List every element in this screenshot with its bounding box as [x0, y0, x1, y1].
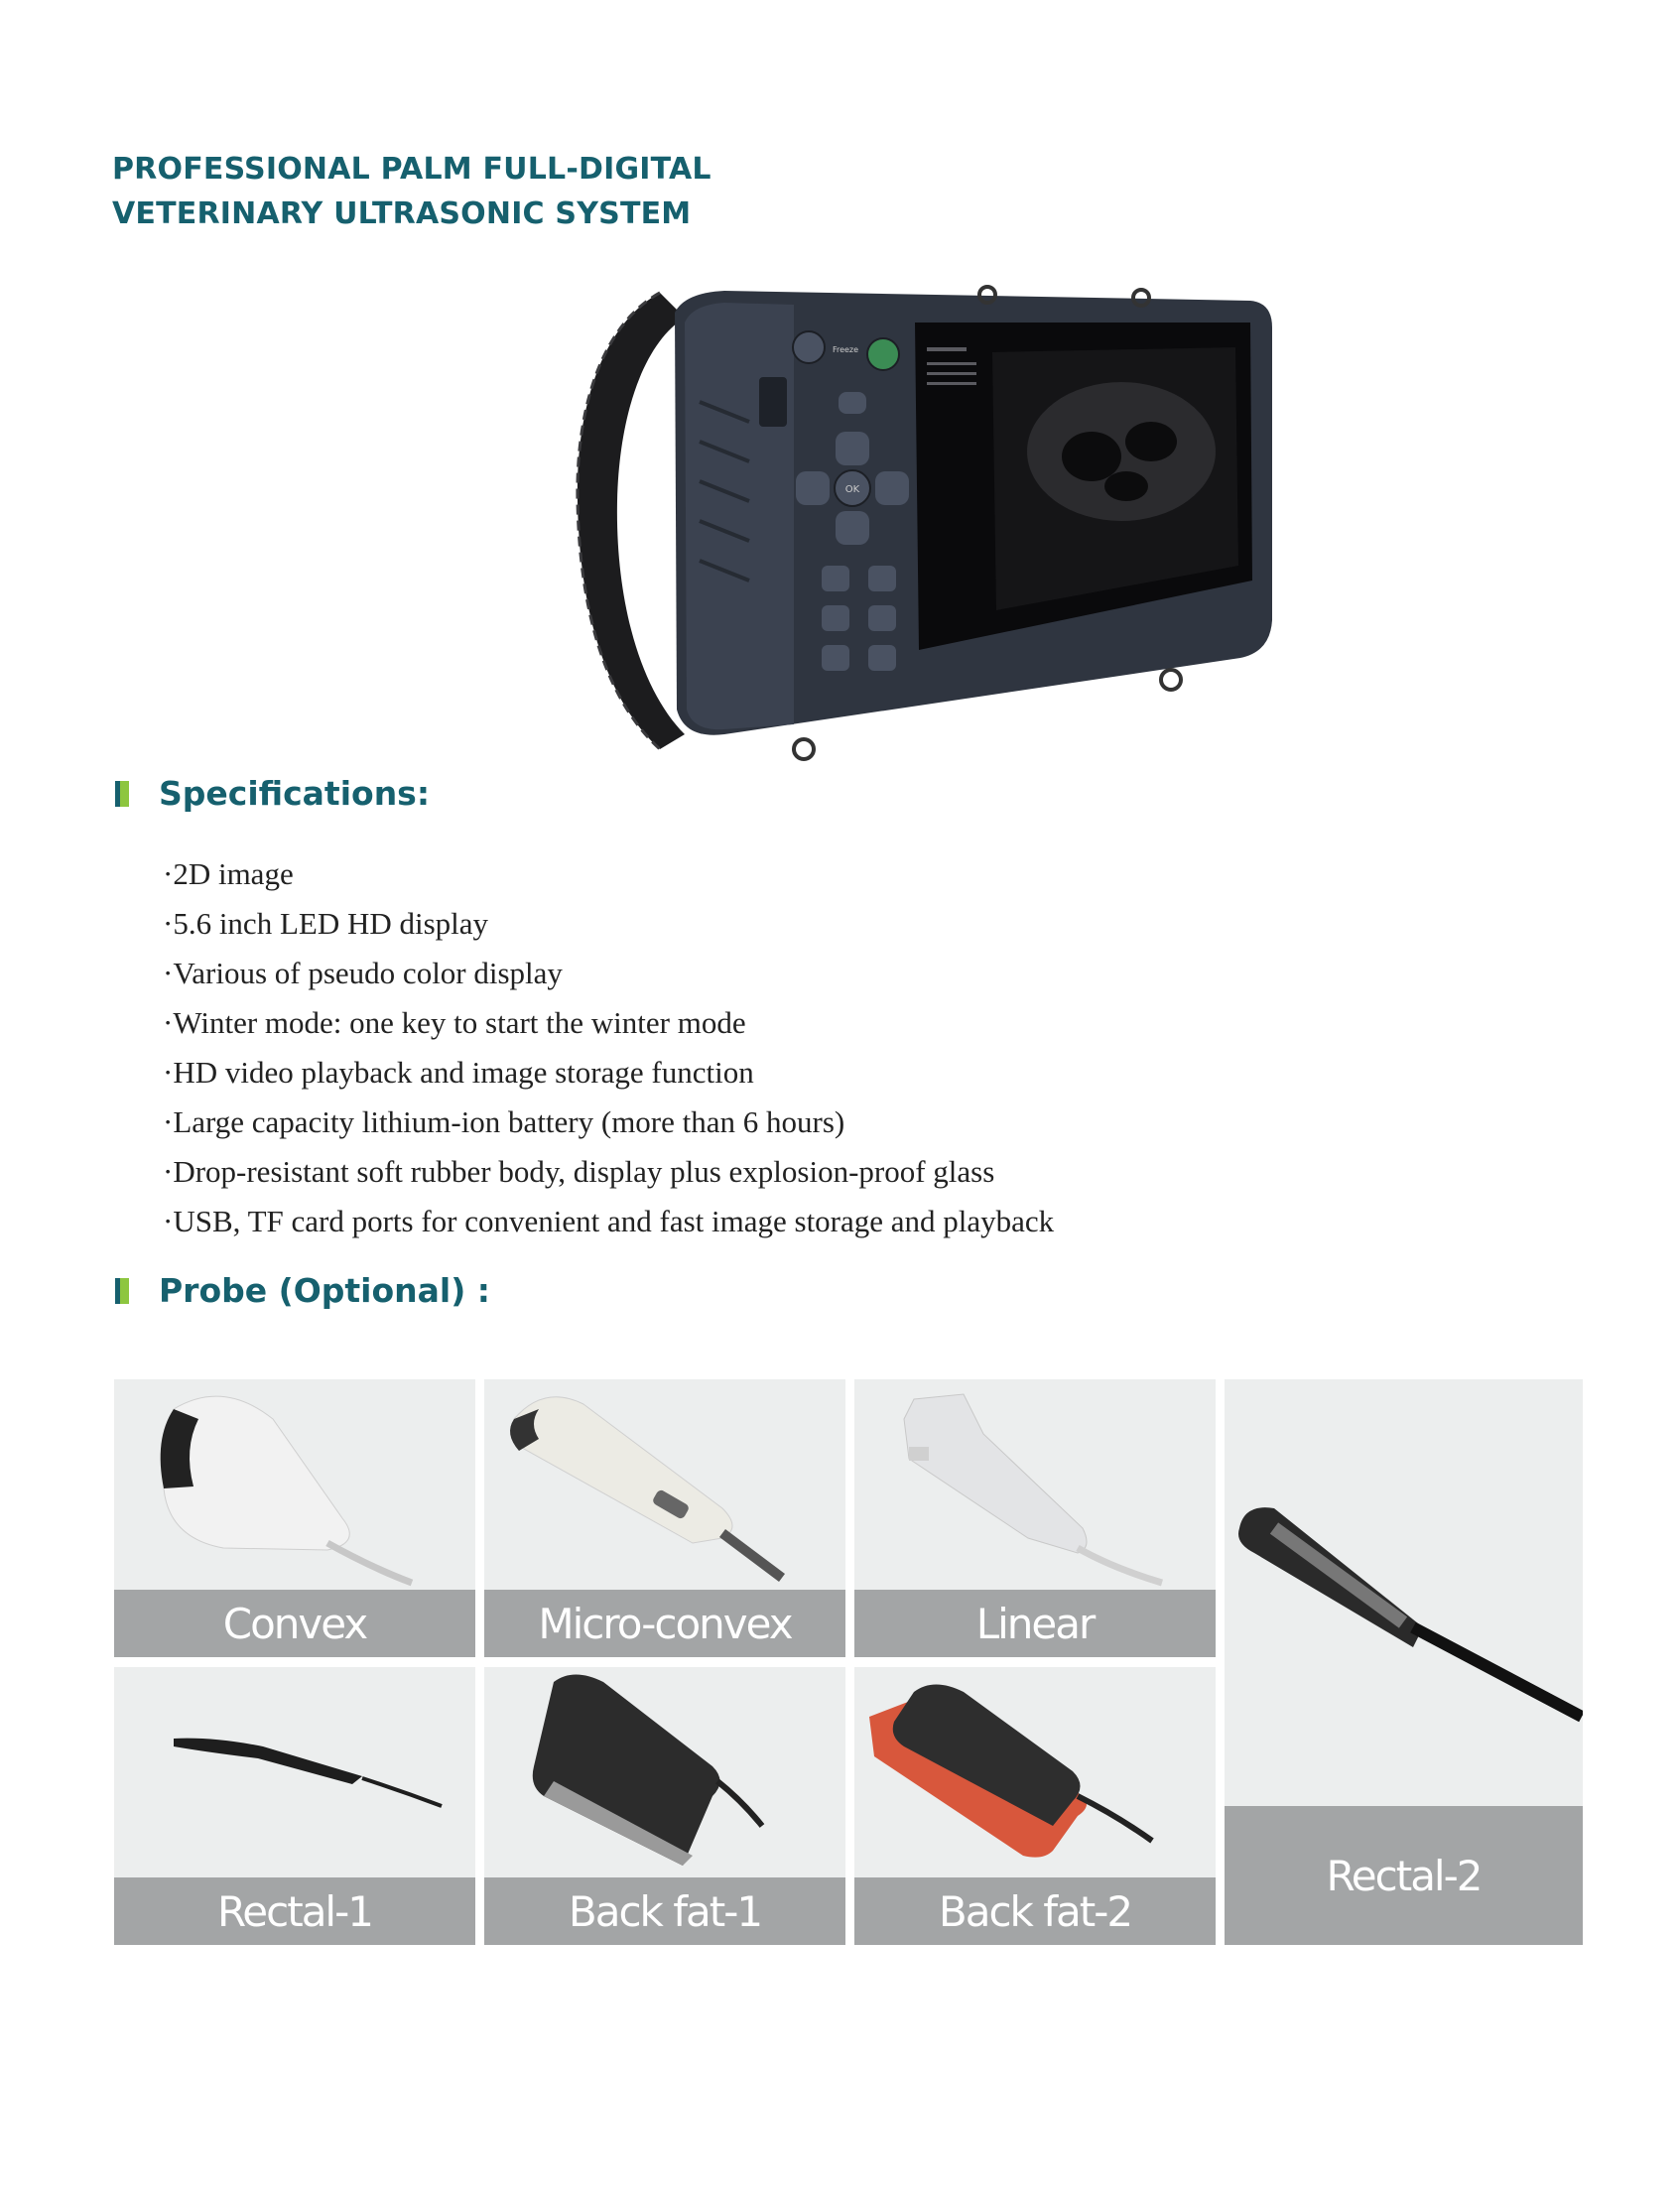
ok-label: OK — [844, 484, 860, 495]
rectal-2-probe-icon — [1225, 1379, 1583, 1806]
back-fat-1-probe-icon — [484, 1667, 845, 1875]
spec-item: ·Winter mode: one key to start the winter mode — [163, 1005, 746, 1040]
linear-probe-icon — [854, 1379, 1216, 1588]
convex-probe-icon — [114, 1379, 475, 1588]
ultrasound-device-image — [566, 283, 1280, 779]
back-fat-2-probe-icon — [854, 1667, 1216, 1875]
probe-tile-linear — [854, 1379, 1216, 1657]
probe-caption: Linear — [854, 1590, 1216, 1657]
title-line-1: PROFESSIONAL PALM FULL-DIGITAL — [112, 152, 711, 187]
probe-caption: Back fat-2 — [854, 1877, 1216, 1945]
probe-caption: Convex — [114, 1590, 475, 1657]
freeze-label: Freeze — [832, 345, 859, 354]
specifications-heading-text: Specifications: — [159, 774, 431, 813]
probe-caption: Rectal-1 — [114, 1877, 475, 1945]
specifications-list — [163, 849, 1054, 1246]
section-marker-icon — [115, 781, 129, 807]
probe-tile-rectal-2 — [1225, 1379, 1583, 1945]
probe-tile-back-fat-1 — [484, 1667, 845, 1945]
specifications-heading — [115, 774, 430, 813]
probe-tile-rectal-1 — [114, 1667, 475, 1945]
probe-tile-convex — [114, 1379, 475, 1657]
spec-item: ·HD video playback and image storage function — [163, 1055, 754, 1090]
probe-caption: Back fat-1 — [484, 1877, 845, 1945]
page-title — [112, 147, 711, 236]
rectal-1-probe-icon — [114, 1667, 475, 1875]
spec-item: ·2D image — [163, 856, 294, 891]
probe-grid — [114, 1379, 1583, 1945]
spec-item: ·Large capacity lithium-ion battery (more than 6 hours) — [163, 1104, 845, 1139]
title-line-2: VETERINARY ULTRASONIC SYSTEM — [112, 196, 692, 231]
spec-item: ·USB, TF card ports for convenient and fast image storage and playback — [163, 1204, 1055, 1238]
probe-tile-micro-convex — [484, 1379, 845, 1657]
spec-item: ·Various of pseudo color display — [163, 956, 563, 990]
spec-item: ·5.6 inch LED HD display — [163, 906, 489, 941]
probe-caption: Micro-convex — [484, 1590, 845, 1657]
spec-item: ·Drop-resistant soft rubber body, display plus explosion-proof glass — [163, 1154, 995, 1189]
probe-heading — [115, 1271, 490, 1310]
micro-convex-probe-icon — [484, 1379, 845, 1588]
section-marker-icon — [115, 1278, 129, 1304]
probe-caption: Rectal-2 — [1225, 1806, 1583, 1945]
probe-heading-text: Probe (Optional) : — [159, 1271, 490, 1310]
probe-tile-back-fat-2 — [854, 1667, 1216, 1945]
